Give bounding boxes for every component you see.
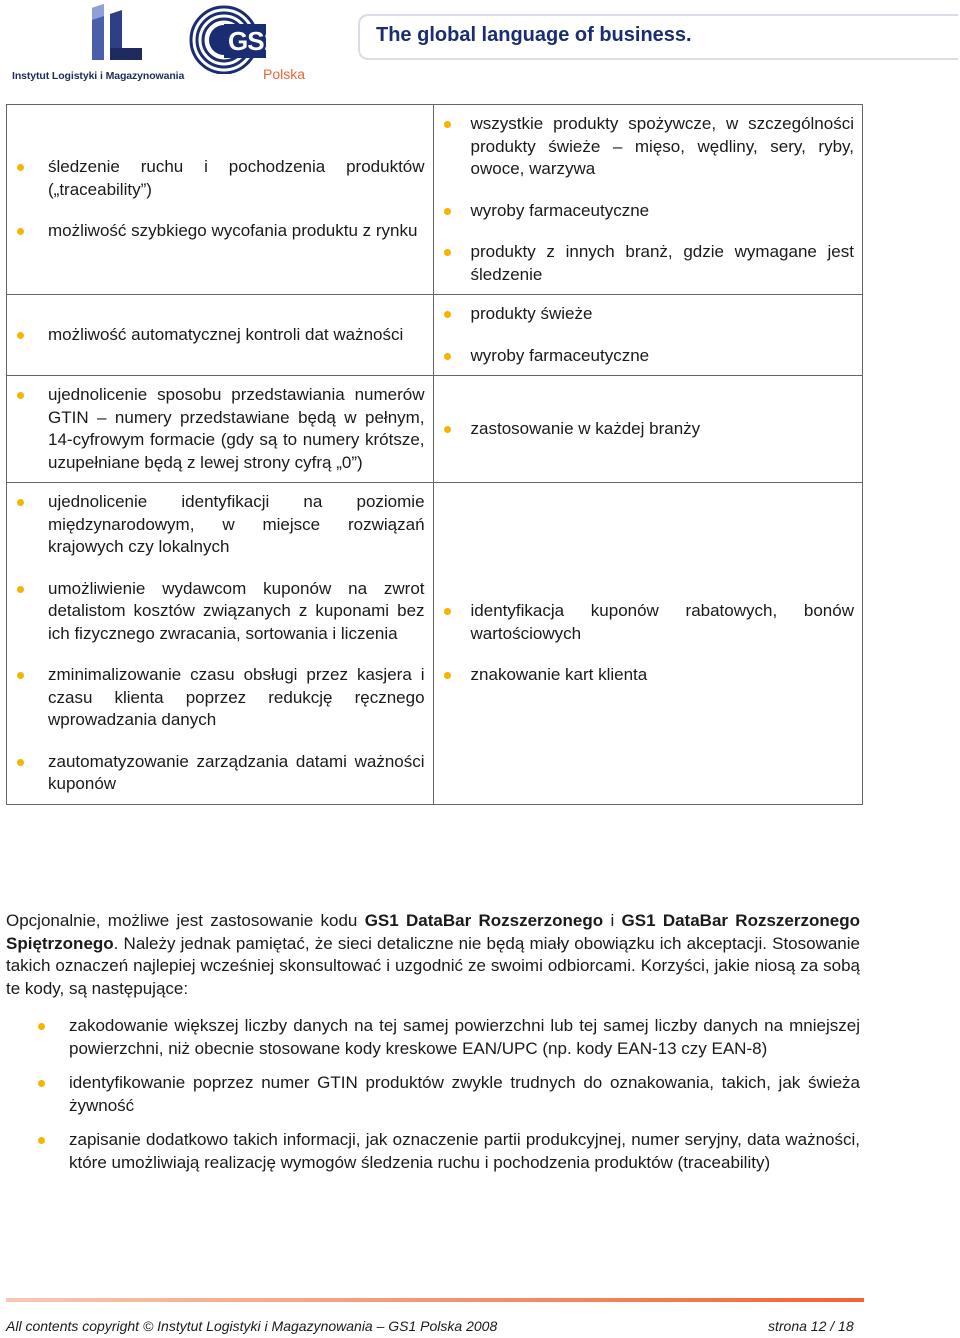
table-row bbox=[7, 295, 863, 376]
emphasis-databar-stacked: GS1 DataBar Rozszerzonego Spiętrzonego bbox=[6, 911, 860, 953]
bullet-icon bbox=[17, 672, 24, 679]
table-cell-application bbox=[433, 483, 862, 805]
footer-copyright: All contents copyright © Instytut Logistyki i Magazynowania – GS1 Polska 2008 bbox=[6, 1318, 498, 1334]
databar-benefits-list bbox=[6, 1015, 860, 1186]
bullet-icon bbox=[444, 426, 451, 433]
gs1-text: GS1 bbox=[228, 26, 278, 56]
list-item: ujednolicenie identyfikacji na poziomie międzynarodowym, w miejsce rozwiązań krajowych czy lokalnych bbox=[7, 491, 425, 559]
page-header bbox=[0, 0, 960, 95]
table-cell-application bbox=[433, 105, 862, 295]
table-cell-benefit bbox=[7, 295, 434, 376]
emphasis-databar-expanded: GS1 DataBar Rozszerzonego bbox=[364, 911, 604, 930]
list-item: produkty z innych branż, gdzie wymagane jest śledzenie bbox=[434, 241, 854, 286]
table-cell-benefit bbox=[7, 483, 434, 805]
table-cell-application bbox=[433, 295, 862, 376]
bullet-icon bbox=[444, 311, 451, 318]
tagline: The global language of business. bbox=[376, 24, 692, 46]
table-row bbox=[7, 105, 863, 295]
ilim-name: Instytut Logistyki i Magazynowania bbox=[12, 70, 185, 82]
list-item: znakowanie kart klienta bbox=[434, 664, 854, 687]
ilim-logo bbox=[8, 4, 188, 84]
list-item: zminimalizowanie czasu obsługi przez kasjera i czasu klienta poprzez redukcję ręcznego wprowadzania danych bbox=[7, 664, 425, 732]
bullet-icon bbox=[17, 228, 24, 235]
bullet-icon bbox=[17, 164, 24, 171]
table-cell-application bbox=[433, 376, 862, 483]
list-item: identyfikowanie poprzez numer GTIN produktów zwykle trudnych do oznakowania, takich, jak świeża żywność bbox=[6, 1072, 860, 1117]
bullet-icon bbox=[444, 208, 451, 215]
bullet-icon bbox=[17, 499, 24, 506]
table-row bbox=[7, 376, 863, 483]
intro-paragraph: Opcjonalnie, możliwe jest zastosowanie kodu GS1 DataBar Rozszerzonego i GS1 DataBar Rozszerzonego Spiętrzonego. Należy jednak pamiętać, że sieci detaliczne nie będą miały obowiązku ich akceptacji. Stosowanie takich oznaczeń najlepiej wcześniej skonsultować i uzgodnić ze swoimi odbiorcami. Korzyści, jakie niosą za sobą te kody, są następujące: bbox=[6, 911, 860, 998]
table-cell-benefit bbox=[7, 376, 434, 483]
bullet-icon bbox=[17, 759, 24, 766]
list-item: śledzenie ruchu i pochodzenia produktów („traceability”) bbox=[7, 156, 425, 201]
footer-divider bbox=[6, 1298, 864, 1302]
list-item: możliwość automatycznej kontroli dat ważności bbox=[7, 324, 425, 347]
list-item: wyroby farmaceutyczne bbox=[434, 200, 854, 223]
list-item: identyfikacja kuponów rabatowych, bonów wartościowych bbox=[434, 600, 854, 645]
bullet-icon bbox=[38, 1023, 45, 1030]
gs1-country: Polska bbox=[263, 66, 306, 82]
bullet-icon bbox=[38, 1137, 45, 1144]
bullet-icon bbox=[444, 672, 451, 679]
table-cell-benefit bbox=[7, 105, 434, 295]
list-item: wszystkie produkty spożywcze, w szczególności produkty świeże – mięso, wędliny, sery, ryby, owoce, warzywa bbox=[434, 113, 854, 181]
table-row bbox=[7, 483, 863, 805]
bullet-icon bbox=[444, 249, 451, 256]
ilim-mark-icon bbox=[84, 4, 144, 64]
list-item: zastosowanie w każdej branży bbox=[434, 418, 854, 441]
list-item: produkty świeże bbox=[434, 303, 854, 326]
list-item: możliwość szybkiego wycofania produktu z rynku bbox=[7, 220, 425, 243]
list-item: zautomatyzowanie zarządzania datami ważności kuponów bbox=[7, 751, 425, 796]
gs1-logo bbox=[188, 4, 318, 86]
footer-page-number: strona 12 / 18 bbox=[768, 1318, 854, 1334]
benefits-table bbox=[6, 104, 863, 805]
bullet-icon bbox=[444, 608, 451, 615]
list-item: zapisanie dodatkowo takich informacji, jak oznaczenie partii produkcyjnej, numer seryjny, data ważności, które umożliwiają realizację wymogów śledzenia ruchu i pochodzenia produktów (traceability) bbox=[6, 1129, 860, 1174]
bullet-icon bbox=[38, 1080, 45, 1087]
list-item: umożliwienie wydawcom kuponów na zwrot detalistom kosztów związanych z kuponami bez ich fizycznego zwracania, sortowania i liczenia bbox=[7, 578, 425, 646]
list-item: ujednolicenie sposobu przedstawiania numerów GTIN – numery przedstawiane będą w pełnym, 14-cyfrowym formacie (gdy są to numery krótsze, uzupełniane będą z lewej strony cyfrą „0”) bbox=[7, 384, 425, 474]
bullet-icon bbox=[17, 586, 24, 593]
bullet-icon bbox=[444, 121, 451, 128]
bullet-icon bbox=[17, 332, 24, 339]
bullet-icon bbox=[444, 353, 451, 360]
tagline-box bbox=[358, 14, 958, 60]
list-item: wyroby farmaceutyczne bbox=[434, 345, 854, 368]
list-item: zakodowanie większej liczby danych na tej samej powierzchni lub tej samej liczby danych na mniejszej powierzchni, niż obecnie stosowane kody kreskowe EAN/UPC (np. kody EAN-13 czy EAN-8) bbox=[6, 1015, 860, 1060]
bullet-icon bbox=[17, 392, 24, 399]
